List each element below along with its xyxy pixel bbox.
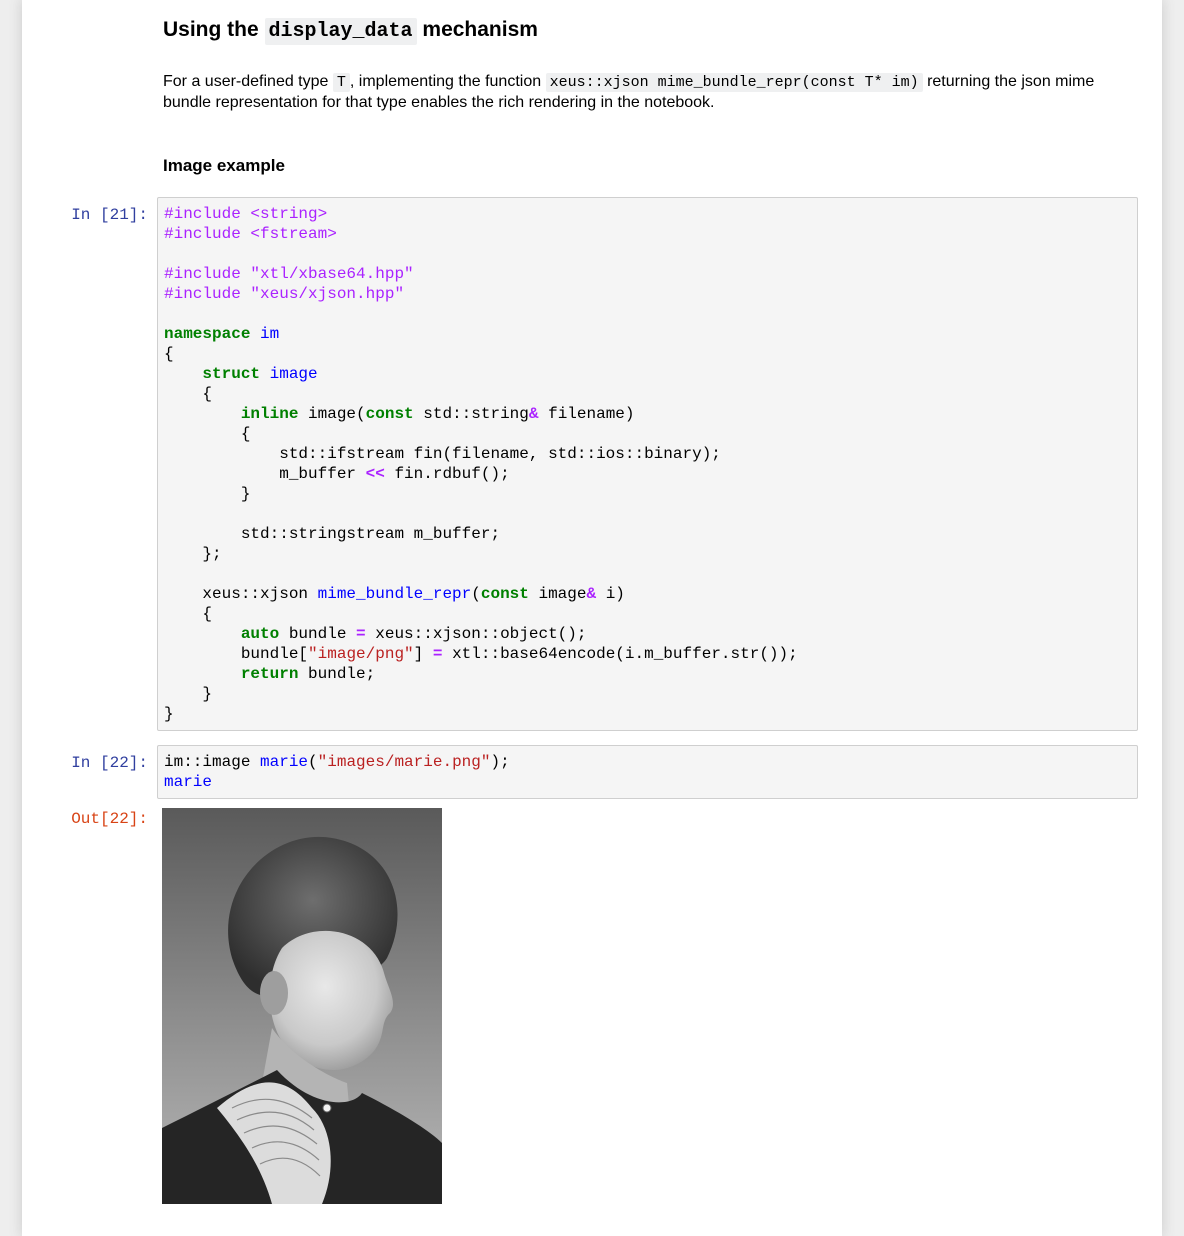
section-heading	[163, 14, 538, 48]
portrait-photo-icon	[162, 808, 442, 1204]
para-code-function: xeus::xjson mime_bundle_repr(const T* im)	[546, 73, 923, 92]
code-editor-21[interactable]: #include <string> #include <fstream> #include "xtl/xbase64.hpp" #include "xeus/xjson.hpp" namespace im { struct image { inline image(const std::string& filename) { std::ifstream fin(filename, std::ios::binary); m_buffer << fin.rdbuf(); } std::stringstream m_buffer; }; xeus::xjson mime_bundle_repr(const image& i) { auto bundle = xeus::xjson::object(); bundle["image/png"] = xtl::base64encode(i.m_buffer.str()); return bundle; } }	[164, 205, 798, 723]
notebook-page	[22, 0, 1162, 1236]
para-text-2: , implementing the function	[349, 73, 542, 90]
subheading: Image example	[163, 156, 285, 175]
input-prompt-22: In [22]:	[71, 754, 148, 772]
output-prompt-22: Out[22]:	[71, 810, 148, 828]
para-text-3: returning the json mime bundle representation for that type enables the rich rendering in the notebook.	[163, 73, 1095, 111]
code-cell-21[interactable]	[157, 197, 1138, 731]
heading-prefix: Using the	[163, 18, 259, 41]
input-prompt-21: In [21]:	[71, 206, 148, 224]
code-editor-22[interactable]: im::image marie("images/marie.png"); marie	[164, 753, 510, 791]
description-paragraph	[163, 72, 1138, 113]
photo-ear	[260, 971, 288, 1015]
para-text-1: For a user-defined type	[163, 73, 329, 90]
code-cell-22[interactable]	[157, 745, 1138, 799]
heading-code: display_data	[265, 18, 417, 45]
para-code-type: T	[333, 73, 350, 92]
heading-suffix: mechanism	[422, 18, 538, 41]
